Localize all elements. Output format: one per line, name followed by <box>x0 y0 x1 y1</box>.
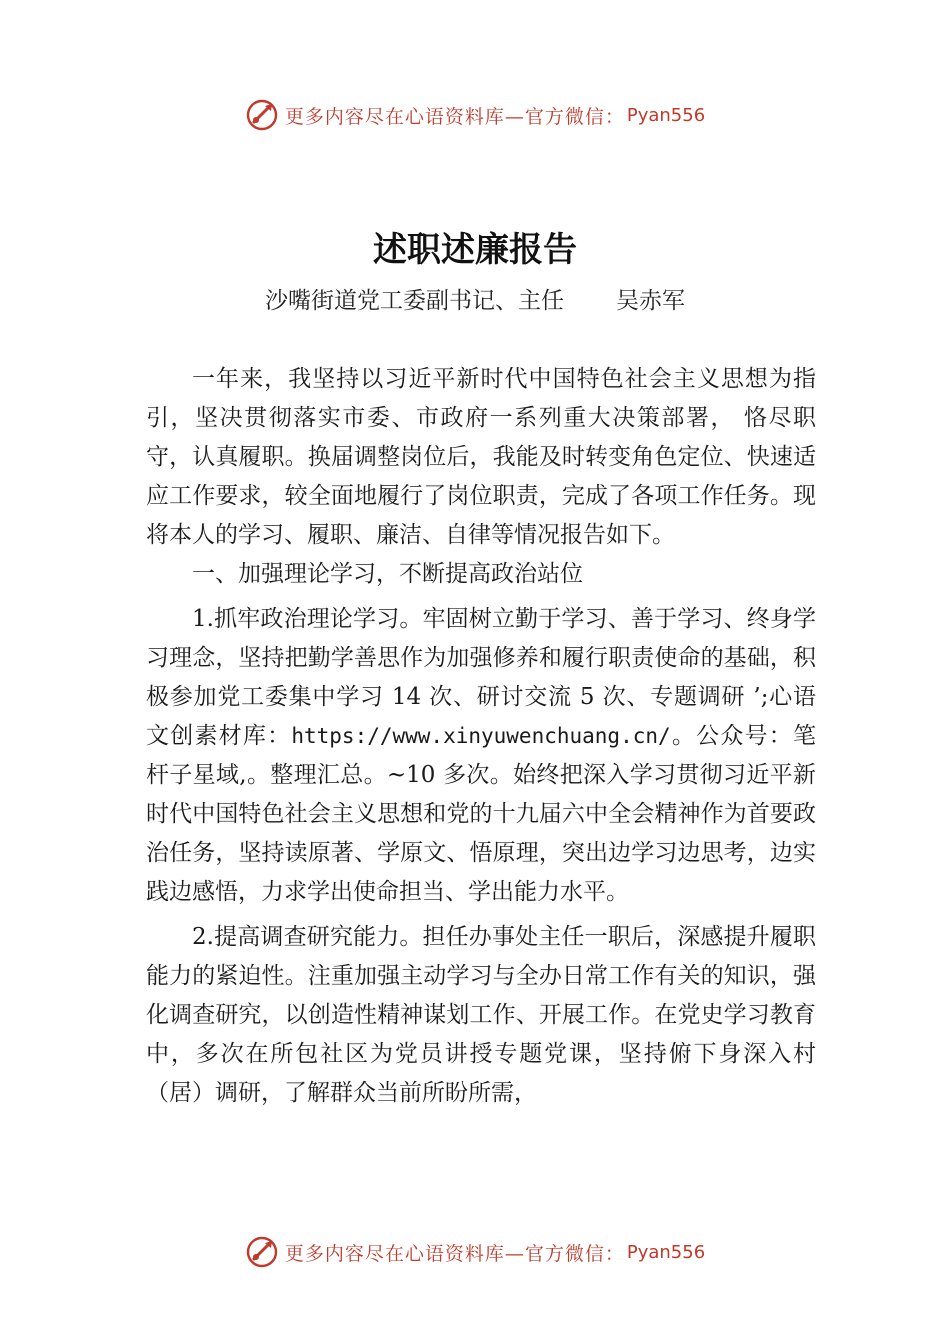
brush-logo-icon <box>245 1235 279 1269</box>
document-title: 述职述廉报告 <box>373 230 577 270</box>
paragraph-study <box>146 600 816 912</box>
wechat-id: Pyan556 <box>626 1241 706 1263</box>
section-heading-1: 一、加强理论学习，不断提高政治站位 <box>192 561 583 587</box>
brush-logo-icon <box>245 98 279 132</box>
wechat-id: Pyan556 <box>626 104 706 126</box>
paragraph-study-part2: 。公众号：笔杆子星域,。整理汇总。~10 多次。始终把深入学习贯彻习近平新时代中国特色社会主义思想和党的十九届六中全会精神作为首要政治任务，坚持读原著、学原文、悟原理，突出边学习边思考，边实践边感悟，力求学出使命担当、学出能力水平。 <box>146 723 817 905</box>
document-body <box>146 360 816 1113</box>
paragraph-research: 2.提高调查研究能力。担任办事处主任一职后，深感提升履职能力的紧迫性。注重加强主动学习与全办日常工作有关的知识，强化调查研究，以创造性精神谋划工作、开展工作。在党史学习教育中，多次在所包社区为党员讲授专题党课，坚持俯下身深入村（居）调研，了解群众当前所盼所需， <box>146 924 816 1106</box>
footer-banner <box>0 1232 950 1272</box>
banner-text: 更多内容尽在心语资料库—官方微信： <box>284 1242 625 1265</box>
source-url: https://www.xinyuwenchuang.cn/ <box>291 724 671 748</box>
paragraph-study-part1: 1.抓牢政治理论学习。牢固树立勤于学习、善于学习、终身学习理念，坚持把勤学善思作为加强修养和履行职责使命的基础，积极参加党工委集中学习 14 次、研讨交流 5 次、专题调研 ’;心语文创素材库： <box>146 606 816 749</box>
author-name: 吴赤军 <box>616 288 685 314</box>
header-banner <box>0 95 950 135</box>
paragraph-intro: 一年来，我坚持以习近平新时代中国特色社会主义思想为指引，坚决贯彻落实市委、市政府一系列重大决策部署， 恪尽职守，认真履职。换届调整岗位后，我能及时转变角色定位、快速适应工作要求，较全面地履行了岗位职责，完成了各项工作任务。现将本人的学习、履职、廉洁、自律等情况报告如下。 <box>146 366 816 548</box>
author-position: 沙嘴街道党工委副书记、主任 <box>265 288 564 314</box>
banner-text: 更多内容尽在心语资料库—官方微信： <box>284 105 625 128</box>
author-line <box>0 282 950 315</box>
